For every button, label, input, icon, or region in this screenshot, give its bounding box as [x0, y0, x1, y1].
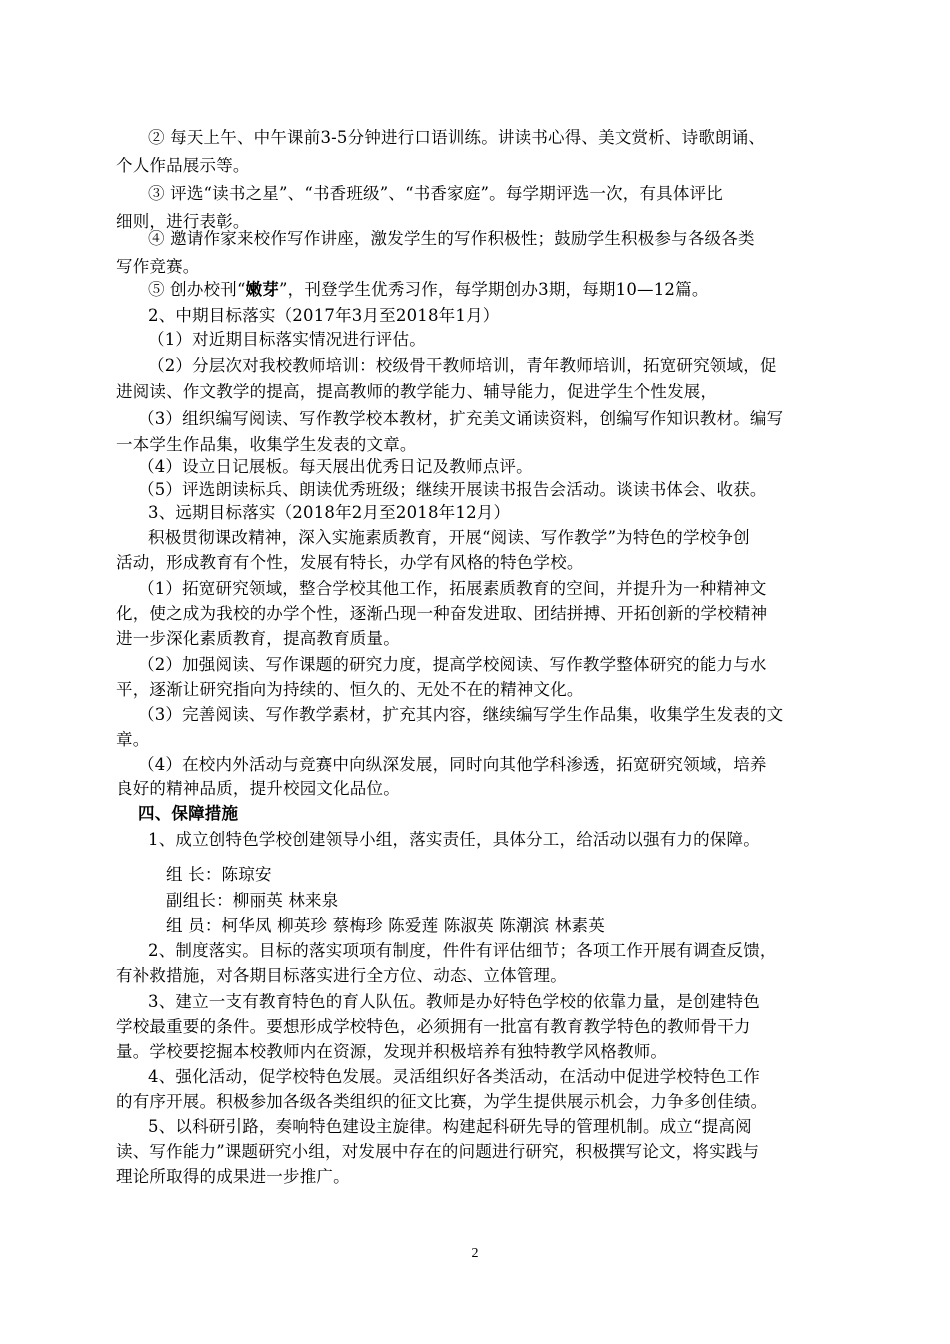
- item5-prefix: ⑤ 创办校刊“: [148, 280, 246, 299]
- text-line: 4、强化活动，促学校特色发展。灵活组织好各类活动，在活动中促进学校特色工作: [148, 1067, 760, 1086]
- magazine-name: 嫩芽: [245, 280, 279, 299]
- section-heading: 四、保障措施: [138, 804, 239, 823]
- item5-line: [148, 279, 709, 301]
- text-line: 学校最重要的条件。要想形成学校特色，必须拥有一批富有教育教学特色的教师骨干力: [116, 1017, 751, 1036]
- text-line: （3）完善阅读、写作教学素材，扩充其内容，继续编写学生作品集，收集学生发表的文: [138, 705, 784, 724]
- text-line: 进一步深化素质教育，提高教育质量。: [116, 629, 400, 648]
- text-line: 1、成立创特色学校创建领导小组，落实责任，具体分工，给活动以强有力的保障。: [148, 830, 760, 849]
- text-line: 3、建立一支有教育特色的育人队伍。教师是办好特色学校的依靠力量，是创建特色: [148, 992, 760, 1011]
- text-line: （2）加强阅读、写作课题的研究力度，提高学校阅读、写作教学整体研究的能力与水: [138, 655, 767, 674]
- text-line: 量。学校要挖掘本校教师内在资源，发现并积极培养有独特教学风格教师。: [116, 1042, 668, 1061]
- text-line: 个人作品展示等。: [116, 156, 250, 175]
- text-line: （2）分层次对我校教师培训：校级骨干教师培训，青年教师培训，拓宽研究领域，促: [148, 356, 777, 375]
- text-line: 细则，进行表彰。: [116, 212, 250, 231]
- text-line: 活动，形成教育有个性，发展有特长，办学有风格的特色学校。: [116, 553, 584, 572]
- text-line: 3、远期目标落实（2018年2月至2018年12月）: [148, 503, 511, 522]
- text-line: 2、中期目标落实（2017年3月至2018年1月）: [148, 306, 500, 325]
- item5-suffix: ”，刊登学生优秀习作，每学期创办3期，每期10—12篇。: [279, 280, 709, 299]
- text-line: 化，使之成为我校的办学个性，逐渐凸现一种奋发进取、团结拼搏、开拓创新的学校精神: [116, 604, 768, 623]
- text-line: 写作竞赛。: [116, 257, 200, 276]
- text-line: （4）设立日记展板。每天展出优秀日记及教师点评。: [138, 457, 533, 476]
- text-line: （3）组织编写阅读、写作教学校本教材，扩充美文诵读资料，创编写作知识教材。编写: [138, 409, 784, 428]
- text-line: 理论所取得的成果进一步推广。: [116, 1167, 350, 1186]
- text-line: 组 长：陈琼安: [166, 865, 272, 884]
- text-line: 的有序开展。积极参加各级各类组织的征文比赛，为学生提供展示机会，力争多创佳绩。: [116, 1092, 768, 1111]
- text-line: 组 员：柯华凤 柳英珍 蔡梅珍 陈爱莲 陈淑英 陈潮滨 林素英: [166, 916, 605, 935]
- text-line: （1）拓宽研究领域，整合学校其他工作，拓展素质教育的空间，并提升为一种精神文: [138, 579, 767, 598]
- text-line: 平，逐渐让研究指向为持续的、恒久的、无处不在的精神文化。: [116, 680, 584, 699]
- text-line: 2、制度落实。目标的落实项项有制度，件件有评估细节；各项工作开展有调查反馈，: [148, 941, 777, 960]
- page-number: 2: [471, 1246, 479, 1261]
- text-line: （1）对近期目标落实情况进行评估。: [148, 330, 426, 349]
- text-line: 副组长：柳丽英 林来泉: [166, 891, 339, 910]
- text-line: 章。: [116, 730, 150, 749]
- text-line: （4）在校内外活动与竞赛中向纵深发展，同时向其他学科渗透，拓宽研究领域，培养: [138, 755, 767, 774]
- text-line: 进阅读、作文教学的提高，提高教师的教学能力、辅导能力，促进学生个性发展，: [116, 382, 718, 401]
- text-line: 读、写作能力”课题研究小组，对发展中存在的问题进行研究，积极撰写论文，将实践与: [116, 1142, 760, 1161]
- text-line: ③ 评选“读书之星”、“书香班级”、“书香家庭”。每学期评选一次，有具体评比: [148, 184, 723, 203]
- text-line: （5）评选朗读标兵、朗读优秀班级；继续开展读书报告会活动。谈读书体会、收获。: [138, 480, 767, 499]
- text-line: 良好的精神品质，提升校园文化品位。: [116, 779, 400, 798]
- text-line: ④ 邀请作家来校作写作讲座，激发学生的写作积极性；鼓励学生积极参与各级各类: [148, 229, 755, 248]
- text-line: 有补救措施，对各期目标落实进行全方位、动态、立体管理。: [116, 966, 567, 985]
- text-line: ② 每天上午、中午课前3-5分钟进行口语训练。讲读书心得、美文赏析、诗歌朗诵、: [148, 128, 766, 147]
- text-line: 一本学生作品集，收集学生发表的文章。: [116, 435, 417, 454]
- text-line: 积极贯彻课改精神，深入实施素质教育，开展“阅读、写作教学”为特色的学校争创: [148, 528, 750, 547]
- text-line: 5、以科研引路，奏响特色建设主旋律。构建起科研先导的管理机制。成立“提高阅: [148, 1117, 752, 1136]
